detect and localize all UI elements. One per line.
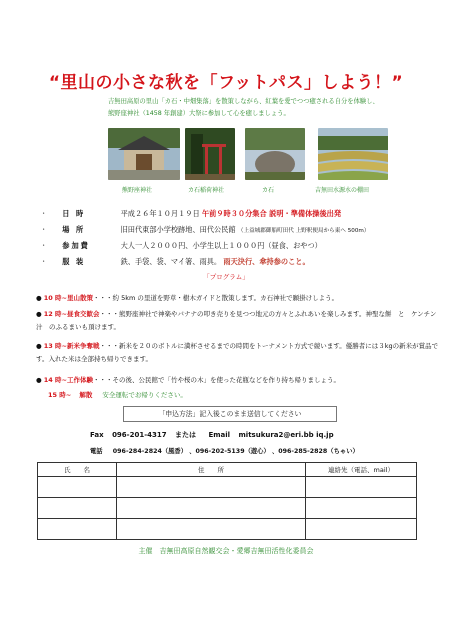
bullet-icon: ・ — [40, 241, 48, 250]
table-header-row — [38, 463, 417, 477]
address-cell[interactable] — [117, 498, 306, 519]
schedule-item: ● 14 時~工作体験・・・その後、公民館で「竹や桜の木」を使った花瓶などを作り持ち帰りましょう。 — [36, 376, 341, 384]
table-row — [38, 519, 417, 540]
fax-number: 096-201-4317 — [112, 431, 167, 439]
dismiss-note: 安全運転でお帰りください。 — [102, 391, 187, 399]
fee-label: 参加費 — [62, 241, 90, 250]
photo-caption: 吉無田水源水の棚田 — [315, 187, 370, 194]
address-cell[interactable] — [117, 477, 306, 498]
intro-line: 熊野座神社（1458 年創建）大祭に参加して心を癒しましょう。 — [108, 110, 290, 117]
date-label: 日 時 — [62, 209, 86, 218]
schedule-event: 新米争奪戦 — [67, 342, 100, 350]
place-value: 旧田代東部小学校跡地、田代公民館 — [120, 225, 236, 234]
clothing-label: 服 装 — [62, 257, 86, 266]
name-cell[interactable] — [38, 519, 117, 540]
inari-shrine-photo — [185, 128, 235, 180]
date-value: 平成２６年１０月１９日 — [120, 209, 200, 218]
stone-photo — [245, 128, 305, 180]
name-cell[interactable] — [38, 498, 117, 519]
schedule-item: ● 13 時~新米争奪戦・・・新米を２０のボトルに満杯させるまでの時間をトーナメント方式で競います。優勝者には３kgの新米が賞品です。入れた米は全部持ち帰りできます。 — [36, 342, 439, 363]
schedule-text: ・・・その後、公民館で「竹や桜の木」を使った花瓶などを作り持ち帰りましょう。 — [93, 376, 341, 384]
email-address[interactable]: mitsukura2@eri.bb iq.jp — [238, 431, 334, 439]
bullet-icon: ・ — [40, 209, 48, 218]
name-cell[interactable] — [38, 477, 117, 498]
apply-method-box: 「申込方法」記入後このまま送信してください — [123, 406, 337, 422]
photo-caption: カ石 — [262, 187, 275, 194]
place-label: 場 所 — [62, 225, 86, 234]
email-label: Email — [208, 431, 231, 439]
schedule-event: 昼食交歓会 — [67, 310, 100, 318]
clothing-highlight: 雨天決行、傘持参のこと。 — [223, 257, 310, 266]
bullet-icon: ・ — [40, 225, 48, 234]
address-cell[interactable] — [117, 519, 306, 540]
contact-cell[interactable] — [306, 477, 417, 498]
schedule-time: 10 時~ — [43, 294, 68, 302]
page-title: “里山の小さな秋を「フットパス」しよう！” — [48, 73, 404, 93]
fax-label: Fax — [90, 431, 104, 439]
fee-row — [40, 241, 440, 251]
table-header: 住 所 — [117, 463, 306, 477]
tel-number: 096-202-5139（遊心） — [195, 448, 270, 455]
organizer-footer: 主催 吉無田高原自然観交会・愛郷吉無田活性化委員会 — [138, 547, 314, 555]
schedule-text: ・・・熊野座神社で神楽やバナナの叩き売りを見つつ地元の方々とふれあいを楽しみます。神聖な餅 と ケンチン汁 のふるまいも頂けます。 — [36, 310, 437, 331]
intro-line: 吉無田高原の里山「カ石・中畑集落」を散策しながら、紅葉を愛でつつ癒される自分を体験し、 — [108, 98, 379, 105]
dismiss-label: 解散 — [79, 391, 93, 399]
contact-cell[interactable] — [306, 498, 417, 519]
schedule-text: ・・・約 5km の里道を野草・樹木ガイドと散策します。カ石神社で願掛けしよう。 — [93, 294, 339, 302]
dismiss-row — [48, 389, 452, 402]
fax-email-row — [90, 430, 334, 440]
clothing-value: 鉄、手袋、袋、マイ箸、雨具。 — [120, 257, 222, 266]
schedule-item: ● 10 時~里山散策・・・約 5km の里道を野草・樹木ガイドと散策します。カ石神社で願掛けしよう。 — [36, 294, 339, 302]
table-header: 氏 名 — [38, 463, 117, 477]
shrine-photo — [108, 128, 180, 180]
clothing-row — [40, 257, 440, 267]
contact-cell[interactable] — [306, 519, 417, 540]
table-row — [38, 498, 417, 519]
tel-number: 096-285-2828（ちゃい） — [278, 448, 359, 455]
bullet-icon: ・ — [40, 257, 48, 266]
schedule-time: 12 時~ — [43, 310, 68, 318]
program-heading: 「プログラム」 — [203, 273, 249, 281]
place-note: （上益城郡御船町田代 上野釈便局から東へ 500m） — [237, 228, 370, 234]
tel-label: 電話 — [90, 448, 103, 455]
place-row — [40, 225, 440, 235]
terraced-field-photo — [318, 128, 388, 180]
schedule-event: 工作体験 — [67, 376, 94, 384]
fee-value: 大人一人２０００円、小学生以上１０００円（昼食、おやつ） — [120, 241, 322, 250]
schedule-event: 里山散策 — [67, 294, 94, 302]
schedule-time: 13 時~ — [43, 342, 68, 350]
schedule-item: ● 12 時~昼食交歓会・・・熊野座神社で神楽やバナナの叩き売りを見つつ地元の方々とふれあいを楽しみます。神聖な餅 と ケンチン汁 のふるまいも頂けます。 — [36, 310, 437, 331]
dismiss-time: 15 時~ — [48, 391, 72, 399]
photo-caption: カ石稲荷神社 — [188, 187, 225, 194]
date-row — [40, 209, 440, 219]
date-highlight: 午前９時３０分集合 説明・準備体操後出発 — [201, 209, 342, 218]
table-row — [38, 477, 417, 498]
photo-caption: 熊野座神社 — [122, 187, 153, 194]
registration-table — [37, 462, 417, 540]
schedule-text: ・・・新米を２０のボトルに満杯させるまでの時間をトーナメント方式で競います。優勝者には３kgの新米が賞品です。入れた米は全部持ち帰りできます。 — [36, 342, 439, 363]
intro-text — [108, 96, 428, 120]
table-header: 連絡先（電話、mail） — [306, 463, 417, 477]
or-text: または — [175, 431, 197, 439]
schedule-time: 14 時~ — [43, 376, 68, 384]
tel-row: 電話 096-284-2824（風香） 、096-202-5139（遊心） 、096-285-2828（ちゃい） — [90, 448, 359, 455]
tel-number: 096-284-2824（風香） — [112, 448, 188, 455]
